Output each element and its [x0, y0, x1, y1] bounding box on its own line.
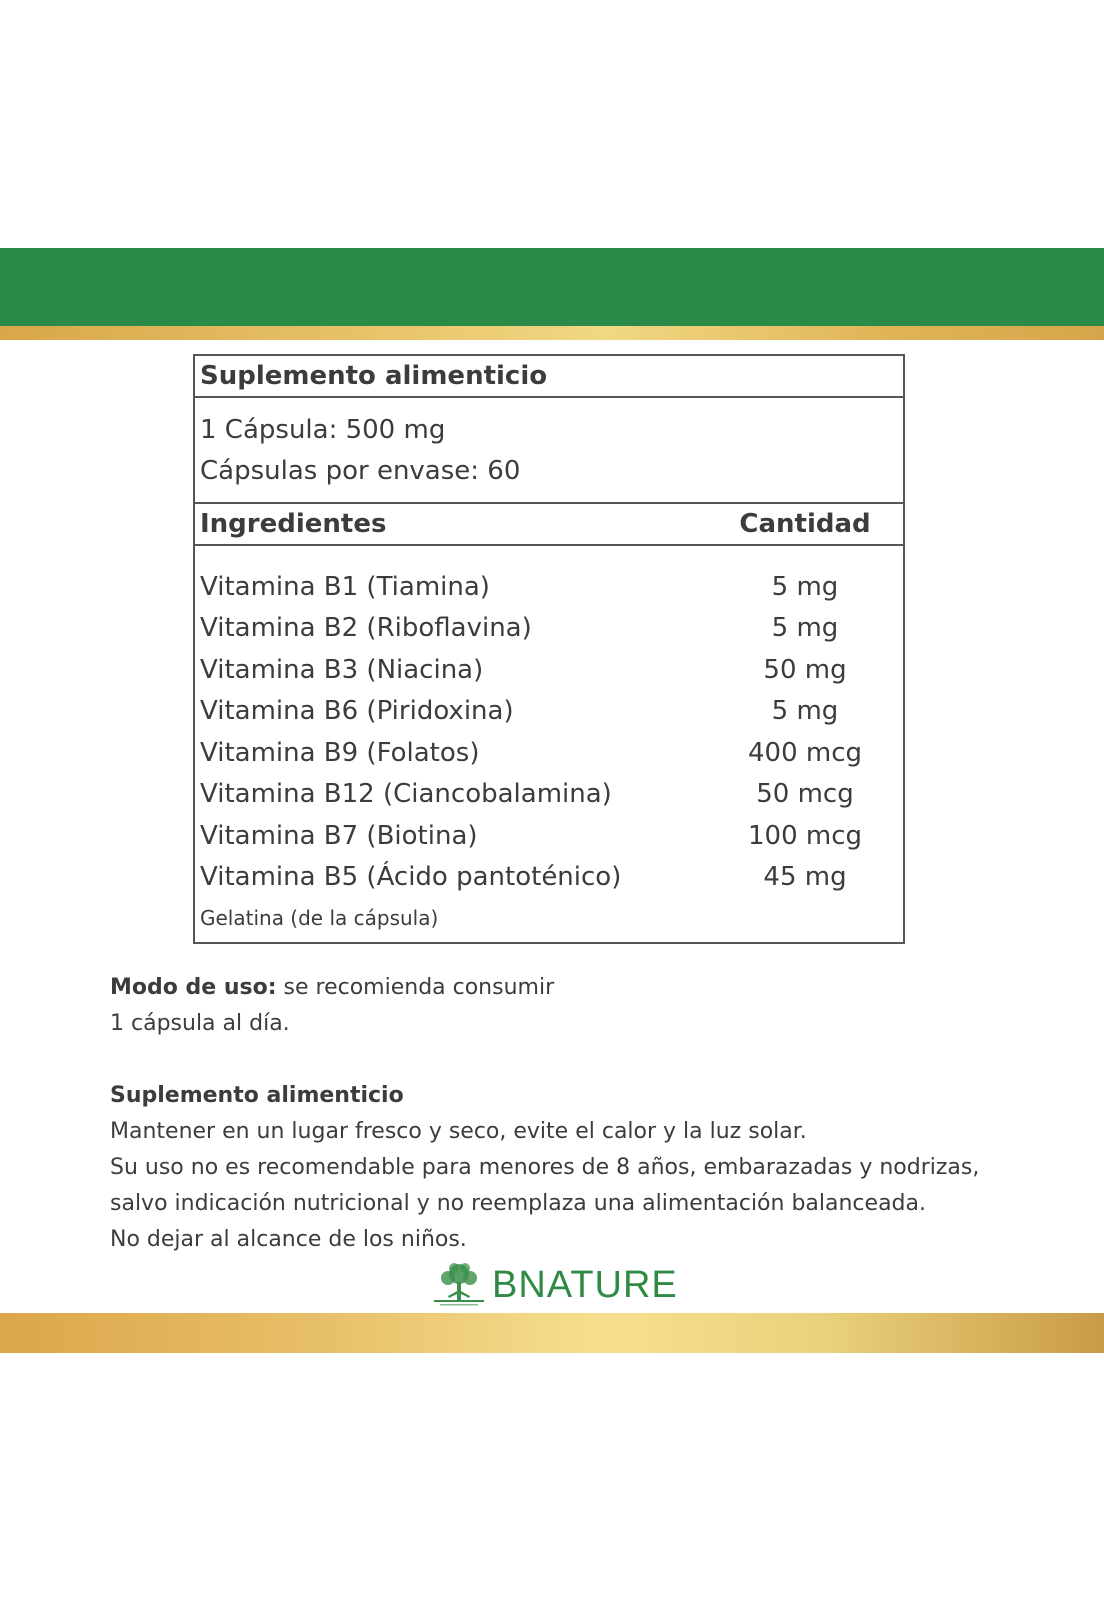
warning-line: No dejar al alcance de los niños. [110, 1227, 467, 1252]
ingredient-amount: 45 mg [763, 862, 847, 893]
table-row [200, 691, 898, 733]
ingredient-name: Vitamina B12 (Ciancobalamina) [200, 779, 612, 810]
header-amount: Cantidad [739, 509, 871, 539]
usage-instructions [110, 970, 1010, 1042]
nutrition-table [193, 354, 905, 944]
ingredient-amount: 50 mcg [756, 779, 854, 810]
bottom-gold-band [0, 1313, 1104, 1353]
usage-text: se recomienda consumir [276, 975, 555, 1000]
warning-line: salvo indicación nutricional y no reemplaza una alimentación balanceada. [110, 1191, 926, 1216]
ingredient-amount: 5 mg [771, 613, 839, 644]
servings-per-container: Cápsulas por envase: 60 [200, 456, 521, 486]
table-row [200, 649, 898, 691]
ingredient-name: Vitamina B5 (Ácido pantoténico) [200, 862, 622, 893]
warnings-title: Suplemento alimenticio [110, 1083, 404, 1108]
tree-logo-icon [430, 1260, 488, 1310]
ingredient-amount: 400 mcg [747, 737, 863, 768]
ingredient-name: Vitamina B6 (Piridoxina) [200, 696, 514, 727]
brand-name: BNATURE [492, 1263, 678, 1306]
table-row [200, 732, 898, 774]
table-row [200, 774, 898, 816]
ingredient-name: Vitamina B3 (Niacina) [200, 654, 484, 685]
table-row [200, 857, 898, 899]
header-ingredients: Ingredientes [200, 509, 387, 539]
warning-line: Su uso no es recomendable para menores de 8 años, embarazadas y nodrizas, [110, 1155, 980, 1180]
table-row [200, 566, 898, 608]
usage-label: Modo de uso: [110, 975, 277, 1000]
top-green-band [0, 248, 1104, 328]
table-row [200, 608, 898, 650]
ingredient-amount: 5 mg [771, 571, 839, 602]
ingredient-amount: 5 mg [771, 696, 839, 727]
ingredient-amount: 50 mg [763, 654, 847, 685]
ingredient-name: Vitamina B7 (Biotina) [200, 820, 478, 851]
usage-text-2: 1 cápsula al día. [110, 1011, 290, 1036]
table-row [200, 815, 898, 857]
ingredient-name: Vitamina B2 (Riboflavina) [200, 613, 532, 644]
ingredient-list [195, 546, 903, 930]
ingredient-name: Vitamina B1 (Tiamina) [200, 571, 490, 602]
top-gold-stripe [0, 326, 1104, 340]
capsule-note: Gelatina (de la cápsula) [200, 906, 439, 930]
table-title: Suplemento alimenticio [195, 356, 903, 398]
brand-logo [430, 1255, 678, 1315]
serving-info [195, 398, 903, 504]
warning-line: Mantener en un lugar fresco y seco, evite el calor y la luz solar. [110, 1119, 807, 1144]
warnings-section [110, 1078, 1070, 1258]
ingredient-amount: 100 mcg [747, 820, 863, 851]
serving-size: 1 Cápsula: 500 mg [200, 415, 446, 445]
table-header [195, 504, 903, 546]
ingredient-name: Vitamina B9 (Folatos) [200, 737, 480, 768]
